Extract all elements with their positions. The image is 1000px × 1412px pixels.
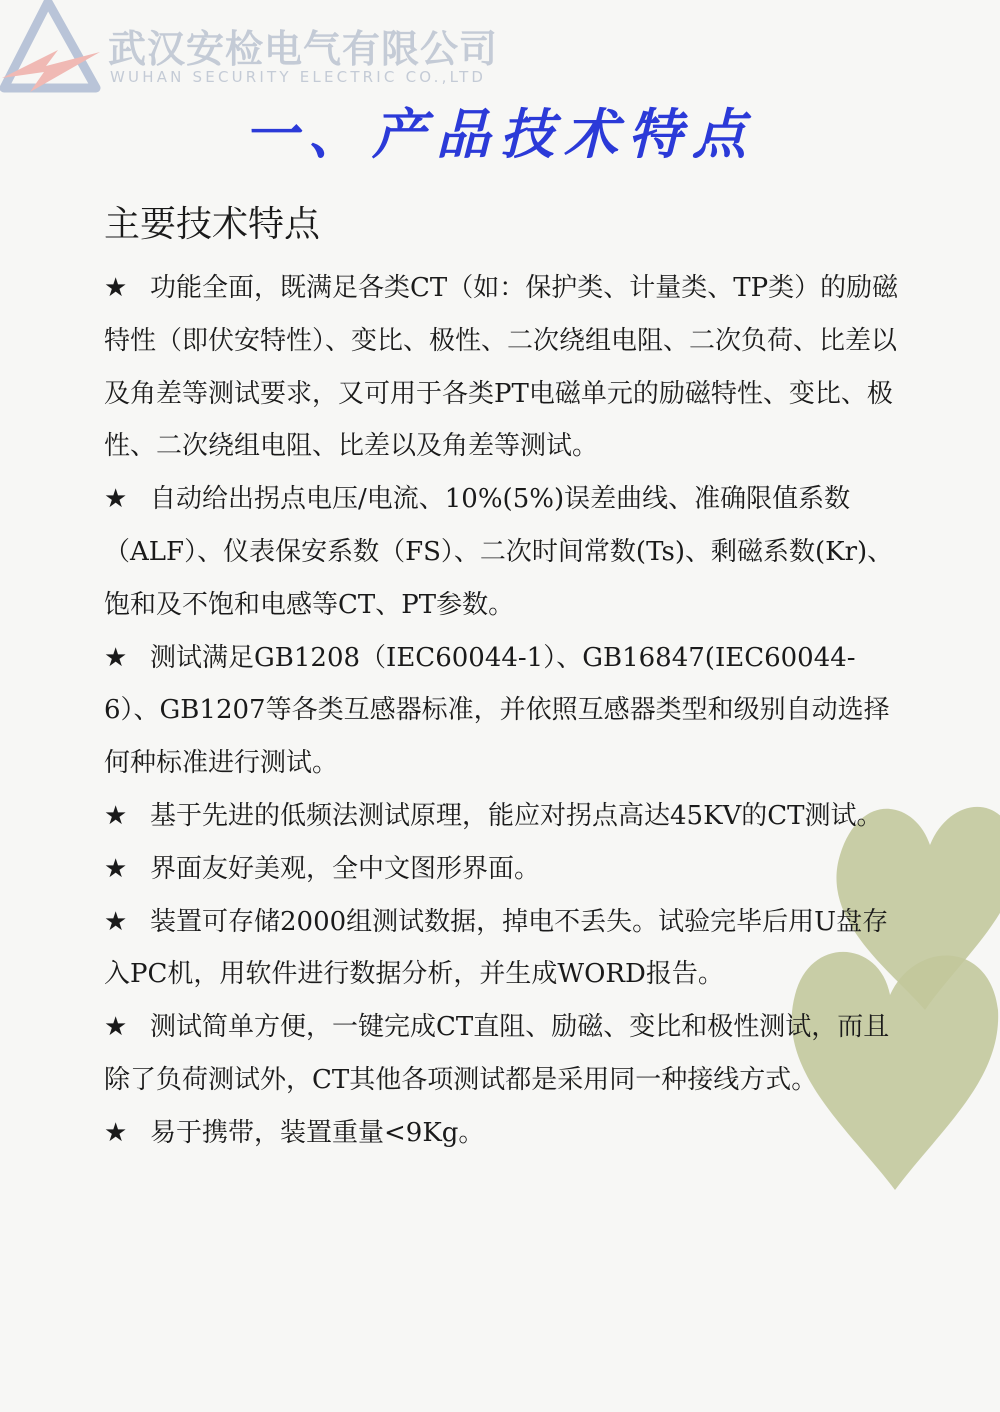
feature-text: 测试满足GB1208（IEC60044-1）、GB16847(IEC60044-6）、GB1207等各类互感器标准，并依照互感器类型和级别自动选择何种标准进行测试。 <box>104 642 890 779</box>
star-bullet-icon: ★ <box>104 484 128 515</box>
feature-item <box>104 1001 904 1107</box>
feature-item <box>104 843 904 896</box>
feature-list <box>104 262 904 1160</box>
feature-text: 测试简单方便，一键完成CT直阻、励磁、变比和极性测试，而且除了负荷测试外，CT其他各项测试都是采用同一种接线方式。 <box>104 1012 890 1095</box>
feature-item <box>104 473 904 631</box>
star-bullet-icon: ★ <box>104 273 128 303</box>
feature-item <box>104 632 904 790</box>
section-heading: 主要技术特点 <box>104 204 321 245</box>
star-bullet-icon: ★ <box>104 1012 128 1043</box>
feature-text: 基于先进的低频法测试原理，能应对拐点高达45KV的CT测试。 <box>150 800 883 831</box>
logo-company-name-cn: 武汉安检电气有限公司 <box>108 27 499 71</box>
logo-company-name-en: WUHAN SECURITY ELECTRIC CO.,LTD <box>110 68 487 86</box>
star-bullet-icon: ★ <box>104 642 128 673</box>
star-bullet-icon: ★ <box>104 1117 128 1148</box>
feature-item <box>104 790 904 843</box>
page-title: 一、产品技术特点 <box>244 102 756 166</box>
star-bullet-icon: ★ <box>104 906 128 937</box>
feature-item <box>104 896 904 1002</box>
feature-text: 功能全面，既满足各类CT（如：保护类、计量类、TP类）的励磁特性（即伏安特性）、变比、极性、二次绕组电阻、二次负荷、比差以及角差等测试要求，又可用于各类PT电磁单元的励磁特性、变比、极性、二次绕组电阻、比差以及角差等测试。 <box>104 273 899 462</box>
feature-item <box>104 1107 904 1160</box>
feature-text: 自动给出拐点电压/电流、10%(5%)误差曲线、准确限值系数（ALF）、仪表保安系数（FS）、二次时间常数(Ts)、剩磁系数(Kr)、饱和及不饱和电感等CT、PT参数。 <box>104 484 894 620</box>
feature-item <box>104 262 904 473</box>
star-bullet-icon: ★ <box>104 800 128 831</box>
feature-text: 易于携带，装置重量<9Kg。 <box>150 1117 485 1148</box>
logo-triangle-bolt-icon <box>0 0 110 100</box>
feature-text: 装置可存储2000组测试数据，掉电不丢失。试验完毕后用U盘存入PC机，用软件进行数据分析，并生成WORD报告。 <box>104 906 889 990</box>
company-logo <box>0 0 540 100</box>
star-bullet-icon: ★ <box>104 853 128 884</box>
feature-text: 界面友好美观，全中文图形界面。 <box>150 853 541 884</box>
